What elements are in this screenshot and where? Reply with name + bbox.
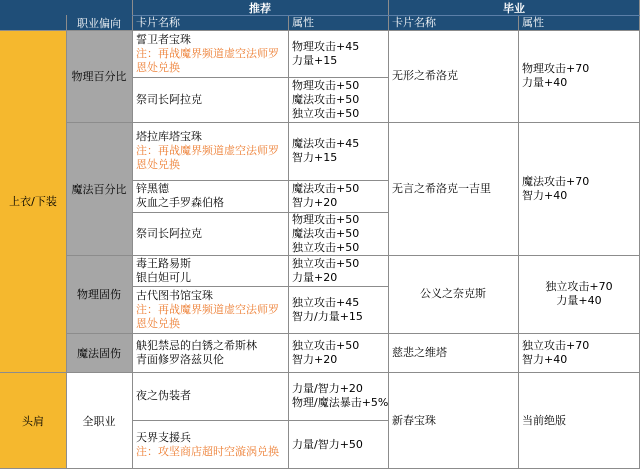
grad-card-formless-hilok bbox=[388, 30, 518, 122]
header-recommend: 推荐 bbox=[132, 0, 388, 15]
card-priest-arak-2 bbox=[132, 212, 288, 255]
grid-line bbox=[518, 15, 519, 469]
attr-line: 魔法攻击+45 bbox=[292, 137, 360, 150]
card-note: 恩处兑换 bbox=[136, 158, 180, 171]
attr-r6 bbox=[288, 255, 388, 286]
card-name: 毒王路易斯 bbox=[136, 256, 191, 270]
attr-line: 魔法攻击+70 bbox=[522, 174, 590, 188]
attr-line: 独立攻击+50 bbox=[292, 106, 360, 120]
section-shoulder: 头肩 bbox=[0, 372, 66, 469]
attr-r7 bbox=[288, 286, 388, 333]
grid-line bbox=[132, 0, 133, 469]
attr-r1 bbox=[288, 30, 388, 77]
grid-line bbox=[66, 122, 640, 123]
attr-line: 智力+20 bbox=[292, 196, 338, 209]
card-hislin bbox=[132, 333, 288, 372]
attr-line: 力量+40 bbox=[522, 76, 568, 89]
card-name: 锌黑德 bbox=[136, 182, 169, 195]
card-name: 塔拉库塔宝珠 bbox=[136, 130, 202, 143]
grad-card-justice-nex bbox=[388, 255, 518, 333]
header-role: 职业偏向 bbox=[66, 15, 132, 30]
attr-r3 bbox=[288, 122, 388, 180]
card-oath-guard-orb bbox=[132, 30, 288, 77]
grid-line bbox=[288, 15, 289, 469]
card-name: 觖犯禁忌的白锈之希斯林 bbox=[136, 338, 257, 352]
attr-line: 力量/智力+50 bbox=[292, 437, 363, 451]
attr-line: 独立攻击+70 bbox=[522, 338, 590, 352]
attr-line: 独立攻击+70 bbox=[545, 280, 613, 293]
card-note: 注：再战魔界频道虚空法师罗 bbox=[136, 144, 279, 157]
attr-r10 bbox=[288, 420, 388, 469]
grad-attr-g3 bbox=[518, 255, 640, 333]
card-night-disguiser bbox=[132, 372, 288, 420]
grad-attr-g5 bbox=[518, 372, 640, 469]
header-attribute-graduate: 属性 bbox=[518, 15, 640, 30]
group-physical-fixed: 物理固伤 bbox=[66, 255, 132, 333]
attr-r4 bbox=[288, 180, 388, 212]
card-name: 天界支援兵 bbox=[136, 430, 191, 444]
card-name: 公义之奈克斯 bbox=[420, 287, 486, 300]
attr-line: 当前绝版 bbox=[522, 413, 566, 427]
attr-line: 物理/魔法暴击+5% bbox=[292, 396, 388, 409]
attr-line: 魔法攻击+50 bbox=[292, 226, 360, 240]
grid-line bbox=[132, 212, 388, 213]
card-name: 灰血之手罗森伯格 bbox=[136, 196, 224, 209]
group-physical-percent: 物理百分比 bbox=[66, 30, 132, 122]
attr-line: 物理攻击+70 bbox=[522, 62, 590, 75]
grid-line bbox=[132, 15, 640, 16]
card-name: 夜之伪装者 bbox=[136, 389, 191, 402]
attr-line: 物理攻击+45 bbox=[292, 39, 360, 53]
group-all-class: 全职业 bbox=[82, 414, 116, 428]
grid-line bbox=[66, 333, 640, 334]
grad-attr-g4 bbox=[518, 333, 640, 372]
group-magic-fixed: 魔法固伤 bbox=[66, 333, 132, 372]
card-heaven-support bbox=[132, 420, 288, 469]
card-note: 注：攻坚商店超时空漩涡兑换 bbox=[136, 444, 279, 458]
grid-line bbox=[388, 0, 389, 469]
grad-card-mercy-vita bbox=[388, 333, 518, 372]
grad-card-spring-orb bbox=[388, 372, 518, 469]
card-name: 银白妲可儿 bbox=[136, 270, 191, 284]
card-poison-king-louis bbox=[132, 255, 288, 286]
attr-line: 智力+40 bbox=[522, 188, 568, 202]
grid-line bbox=[132, 420, 388, 421]
card-name: 新春宝珠 bbox=[392, 413, 436, 427]
grad-attr-g1 bbox=[518, 30, 640, 122]
attr-line: 智力+40 bbox=[522, 352, 568, 366]
grad-attr-g2 bbox=[518, 122, 640, 255]
card-talakuta-orb bbox=[132, 122, 288, 180]
grid-line bbox=[132, 77, 388, 78]
attr-line: 智力/力量+15 bbox=[292, 309, 363, 323]
attr-line: 魔法攻击+50 bbox=[292, 182, 360, 195]
grad-card-silent-hilok bbox=[388, 122, 518, 255]
attr-r5 bbox=[288, 212, 388, 255]
card-name: 誓卫者宝珠 bbox=[136, 32, 191, 46]
grid-line bbox=[132, 180, 388, 181]
card-name: 慈悲之维塔 bbox=[392, 345, 447, 359]
attr-line: 力量/智力+20 bbox=[292, 382, 363, 395]
grid-line bbox=[0, 372, 640, 373]
attr-line: 独立攻击+45 bbox=[292, 295, 360, 309]
card-note: 恩处兑换 bbox=[136, 60, 180, 74]
card-ancient-library-orb bbox=[132, 286, 288, 333]
attr-r8 bbox=[288, 333, 388, 372]
attr-line: 魔法攻击+50 bbox=[292, 92, 360, 106]
header-card-name-graduate: 卡片名称 bbox=[388, 15, 518, 30]
card-name: 祭司长阿拉克 bbox=[136, 226, 202, 240]
attr-line: 独立攻击+50 bbox=[292, 338, 360, 352]
attr-r9 bbox=[288, 372, 388, 420]
card-name: 祭司长阿拉克 bbox=[136, 92, 202, 106]
attr-line: 物理攻击+50 bbox=[292, 212, 360, 226]
header-graduate: 毕业 bbox=[388, 0, 640, 15]
attr-line: 物理攻击+50 bbox=[292, 78, 360, 92]
attr-line: 力量+40 bbox=[556, 294, 602, 307]
attr-line: 独立攻击+50 bbox=[292, 256, 360, 270]
attr-line: 智力+15 bbox=[292, 151, 338, 164]
attr-line: 独立攻击+50 bbox=[292, 240, 360, 254]
grid-line bbox=[132, 286, 388, 287]
grid-line bbox=[66, 255, 640, 256]
card-xinheide bbox=[132, 180, 288, 212]
card-name: 青面修罗洛兹贝伦 bbox=[136, 352, 224, 366]
card-note: 注：再战魔界频道虚空法师罗 bbox=[136, 46, 279, 60]
header-card-name: 卡片名称 bbox=[132, 15, 288, 30]
card-name: 古代图书馆宝珠 bbox=[136, 288, 213, 302]
group-magic-percent: 魔法百分比 bbox=[66, 122, 132, 255]
card-note: 恩处兑换 bbox=[136, 316, 180, 330]
attr-r2 bbox=[288, 77, 388, 122]
grid-line bbox=[0, 30, 640, 31]
card-name: 无言之希洛克一吉里 bbox=[392, 181, 491, 195]
grid-line bbox=[66, 15, 67, 469]
attr-line: 智力+20 bbox=[292, 352, 338, 366]
header-attribute: 属性 bbox=[288, 15, 388, 30]
card-name: 无形之希洛克 bbox=[392, 69, 458, 82]
section-top-bottom: 上衣/下装 bbox=[0, 30, 66, 372]
card-priest-arak-1 bbox=[132, 77, 288, 122]
card-note: 注：再战魔界频道虚空法师罗 bbox=[136, 302, 279, 316]
attr-line: 力量+15 bbox=[292, 53, 338, 67]
attr-line: 力量+20 bbox=[292, 270, 338, 284]
